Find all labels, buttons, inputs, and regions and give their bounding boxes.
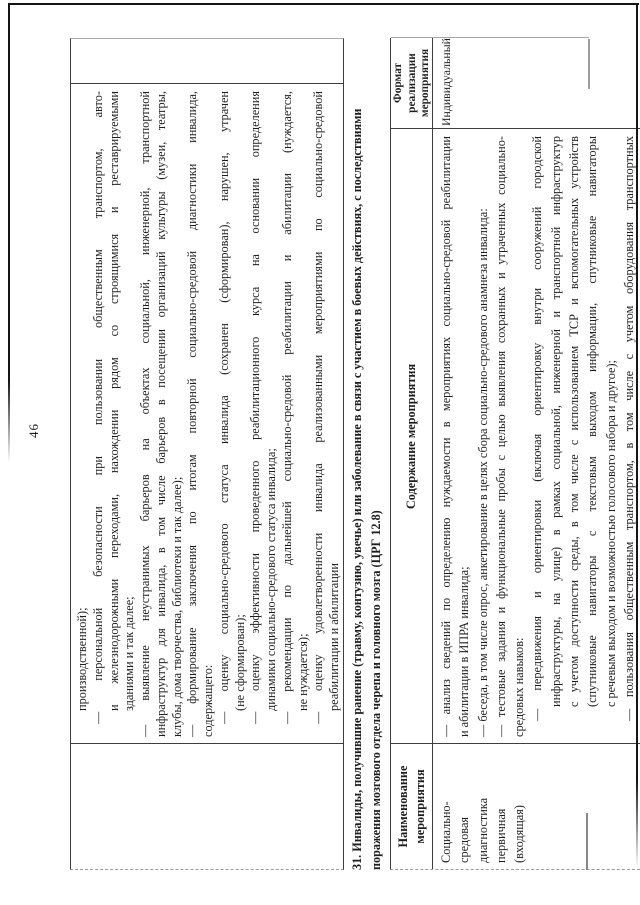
text-line: и железнодорожными переходами, нахождении рядом со строящимися и реставрируемыми bbox=[106, 91, 121, 711]
text-line: — анализ сведений по определению нуждаемости в мероприятиях социально-средовой реабилитации bbox=[439, 136, 453, 737]
text-line: зданиями и так далее; bbox=[122, 596, 137, 711]
text-line: реабилитации и абилитации bbox=[327, 563, 341, 711]
section-heading bbox=[348, 35, 385, 870]
text-line: — персональной безопасности при пользовании общественным транспортом, авто- bbox=[90, 91, 105, 724]
column-header-content: Содержание мероприятия bbox=[404, 363, 418, 510]
text-line: — оценку социально-средового статуса инвалида (сохранен (сформирован), нарушен, утрачен bbox=[216, 91, 231, 724]
section-heading-line: поражения мозгового отдела черепа и головного мозга (ЦРГ 12.8) bbox=[368, 510, 383, 870]
text-line: (входящая) bbox=[512, 805, 527, 863]
text-line: инфраструктуры, на улице) в рамках социальной, инженерной и транспортной инфраструктур bbox=[548, 136, 563, 707]
text-line: — пользования общественным транспортом, в том числе с учетом оборудования транспортных bbox=[621, 136, 636, 721]
column-separator bbox=[71, 83, 343, 84]
text-line: не нуждается); bbox=[295, 633, 310, 711]
row-cell-activity-content bbox=[437, 136, 638, 737]
text-line: диагностика bbox=[475, 797, 490, 863]
text-line: производственной); bbox=[75, 607, 89, 711]
text-line: инфраструктур для инвалида, в том числе барьеров в посещении организаций культуры (музеи, театры, bbox=[153, 91, 168, 737]
text-line: — рекомендации по дальнейшей социально-средовой реабилитации и абилитации (нуждается, bbox=[279, 91, 294, 724]
text-line: — беседа, в том числе опрос, анкетирование в целях сбора социально-средового анамнеза инвалида: bbox=[475, 208, 490, 737]
text-line: средовая bbox=[457, 816, 472, 863]
column-separator bbox=[71, 743, 343, 744]
column-header-name: Наименование мероприятия bbox=[396, 765, 427, 848]
column-separator bbox=[391, 743, 640, 744]
text-line: — тестовые задания и функциональные пробы с целью выявления сохранных и утраченных социально- bbox=[493, 136, 508, 737]
text-line: — выявление неустранимых барьеров на объектах социальной, инженерной, транспортной bbox=[138, 91, 152, 737]
header-row-border bbox=[432, 38, 433, 869]
continuation-table bbox=[70, 38, 344, 870]
section-heading-line: 31. Инвалиды, получившие ранение (травму, контузию, увечье) или заболевание в связи с участием в боевых действиях, с последствиями bbox=[350, 108, 364, 870]
text-line: с учетом доступности среды, в том числе с использованием ТСР и вспомогательных устройств bbox=[567, 136, 582, 707]
row-cell-activity-format: Индивидуальный bbox=[439, 38, 453, 126]
text-line: — оценку эффективности проведенного реабилитационного курса на основании определения bbox=[248, 91, 263, 724]
page-number: 46 bbox=[26, 423, 41, 438]
text-line: клубы, дома творчества, библиотеки и так далее); bbox=[169, 476, 184, 737]
text-line: Социально- bbox=[439, 801, 453, 863]
row-cell-activity-name bbox=[437, 745, 528, 863]
text-line: — передвижения и ориентировки (включая ориентировку внутри сооружений городской bbox=[530, 136, 545, 721]
photocopy-edge-top bbox=[8, 3, 639, 5]
main-table bbox=[390, 38, 640, 870]
scan-artifact-line bbox=[588, 39, 590, 89]
photocopy-edge-right bbox=[636, 3, 638, 868]
text-line: с речевым выходом и возможностью голосового набора и другое); bbox=[603, 360, 618, 707]
text-line: (не сформирован); bbox=[232, 614, 247, 711]
text-line: первичная bbox=[493, 808, 508, 863]
photocopy-edge-left bbox=[8, 3, 10, 463]
scan-artifact-line bbox=[586, 813, 588, 870]
text-line: динамики социально-средового статуса инвалида; bbox=[264, 448, 278, 711]
text-line: (спутниковые навигаторы с текстовым выходом информации, спутниковые навигаторы bbox=[585, 136, 600, 707]
column-header-format: Формат реализации мероприятия bbox=[392, 48, 432, 118]
text-line: и абилитации в ИПРА инвалида; bbox=[457, 566, 472, 737]
text-line: содержащего: bbox=[201, 664, 215, 737]
text-line: — оценку удовлетворенности инвалида реализованными мероприятиями по социально-средовой bbox=[311, 91, 326, 724]
continuation-content-cell bbox=[75, 91, 343, 737]
text-line: средовых навыков: bbox=[512, 637, 527, 737]
text-line: — формирование заключения по итогам повторной социально-средовой диагностики инвалида, bbox=[185, 91, 200, 737]
